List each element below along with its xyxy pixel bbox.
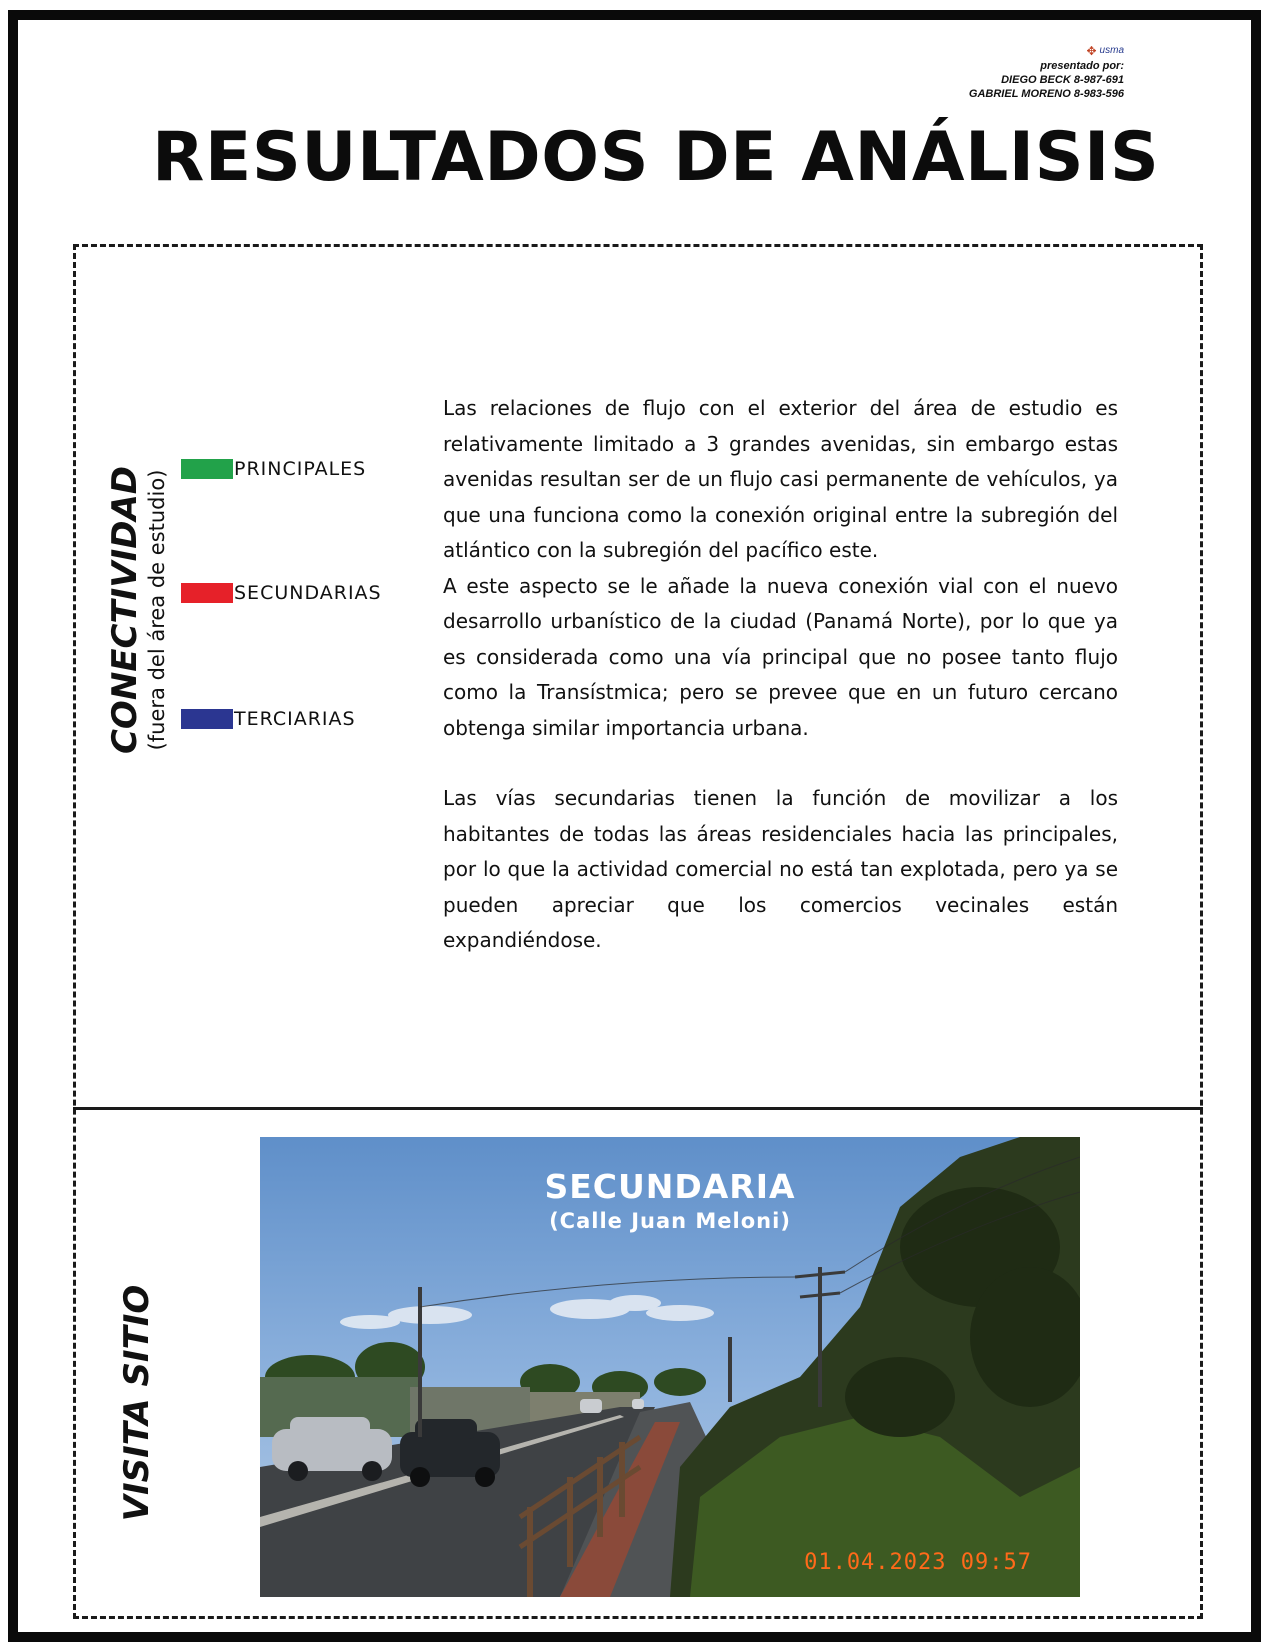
connectivity-title: CONECTIVIDAD	[105, 465, 145, 755]
paragraph: Las vías secundarias tienen la función de movilizar a los habitantes de todas las áreas residenciales hacia las principales, por lo que la actividad comercial no está tan explotada, pero ya se pueden apreciar que los comercios vecinales están expandiéndose.	[443, 786, 1118, 952]
legend-swatch-green	[181, 459, 233, 479]
logo-text: usma	[1099, 45, 1124, 56]
legend-swatch-red	[181, 583, 233, 603]
section-divider	[73, 1107, 1203, 1110]
legend-label: SECUNDARIAS	[234, 582, 382, 604]
analysis-text	[443, 391, 1118, 959]
photo-timestamp: 01.04.2023 09:57	[804, 1550, 1032, 1575]
legend-item-secundarias	[181, 582, 382, 604]
legend-label: TERCIARIAS	[234, 708, 356, 730]
legend-item-terciarias	[181, 708, 356, 730]
legend-swatch-blue	[181, 709, 233, 729]
author-line: DIEGO BECK 8-987-691	[1001, 74, 1124, 86]
credits-block	[969, 44, 1124, 101]
connectivity-subtitle: (fuera del área de estudio)	[145, 469, 169, 751]
page-title: RESULTADOS DE ANÁLISIS	[152, 118, 1160, 197]
site-visit-section-label	[115, 1263, 165, 1543]
legend-item-principales	[181, 458, 366, 480]
author-line: GABRIEL MORENO 8-983-596	[968, 88, 1124, 100]
presented-by-label: presentado por:	[1040, 60, 1124, 72]
paragraph: Las relaciones de flujo con el exterior del área de estudio es relativamente limitado a 3 grandes avenidas, sin embargo estas avenidas resultan ser de un flujo casi permanente de vehículos, ya que una funciona como la conexión original entre la subregión del atlántico con la subregión del pacífico este.	[443, 396, 1118, 562]
photo-caption-title: SECUNDARIA	[544, 1167, 796, 1206]
street-photo-illustration	[260, 1137, 1080, 1597]
photo-caption-subtitle: (Calle Juan Meloni)	[549, 1209, 791, 1233]
paragraph: A este aspecto se le añade la nueva conexión vial con el nuevo desarrollo urbanístico de la ciudad (Panamá Norte), por lo que ya es considerada como una vía principal que no posee tanto flujo como la Transístmica; pero se prevee que en un futuro cercano obtenga similar importancia urbana.	[443, 573, 1118, 740]
logo-emblem-icon: ✥	[1086, 44, 1097, 58]
university-logo	[1086, 44, 1124, 58]
legend-label: PRINCIPALES	[234, 458, 367, 480]
site-visit-title: VISITA SITIO	[117, 1284, 157, 1522]
site-photo	[260, 1137, 1080, 1597]
